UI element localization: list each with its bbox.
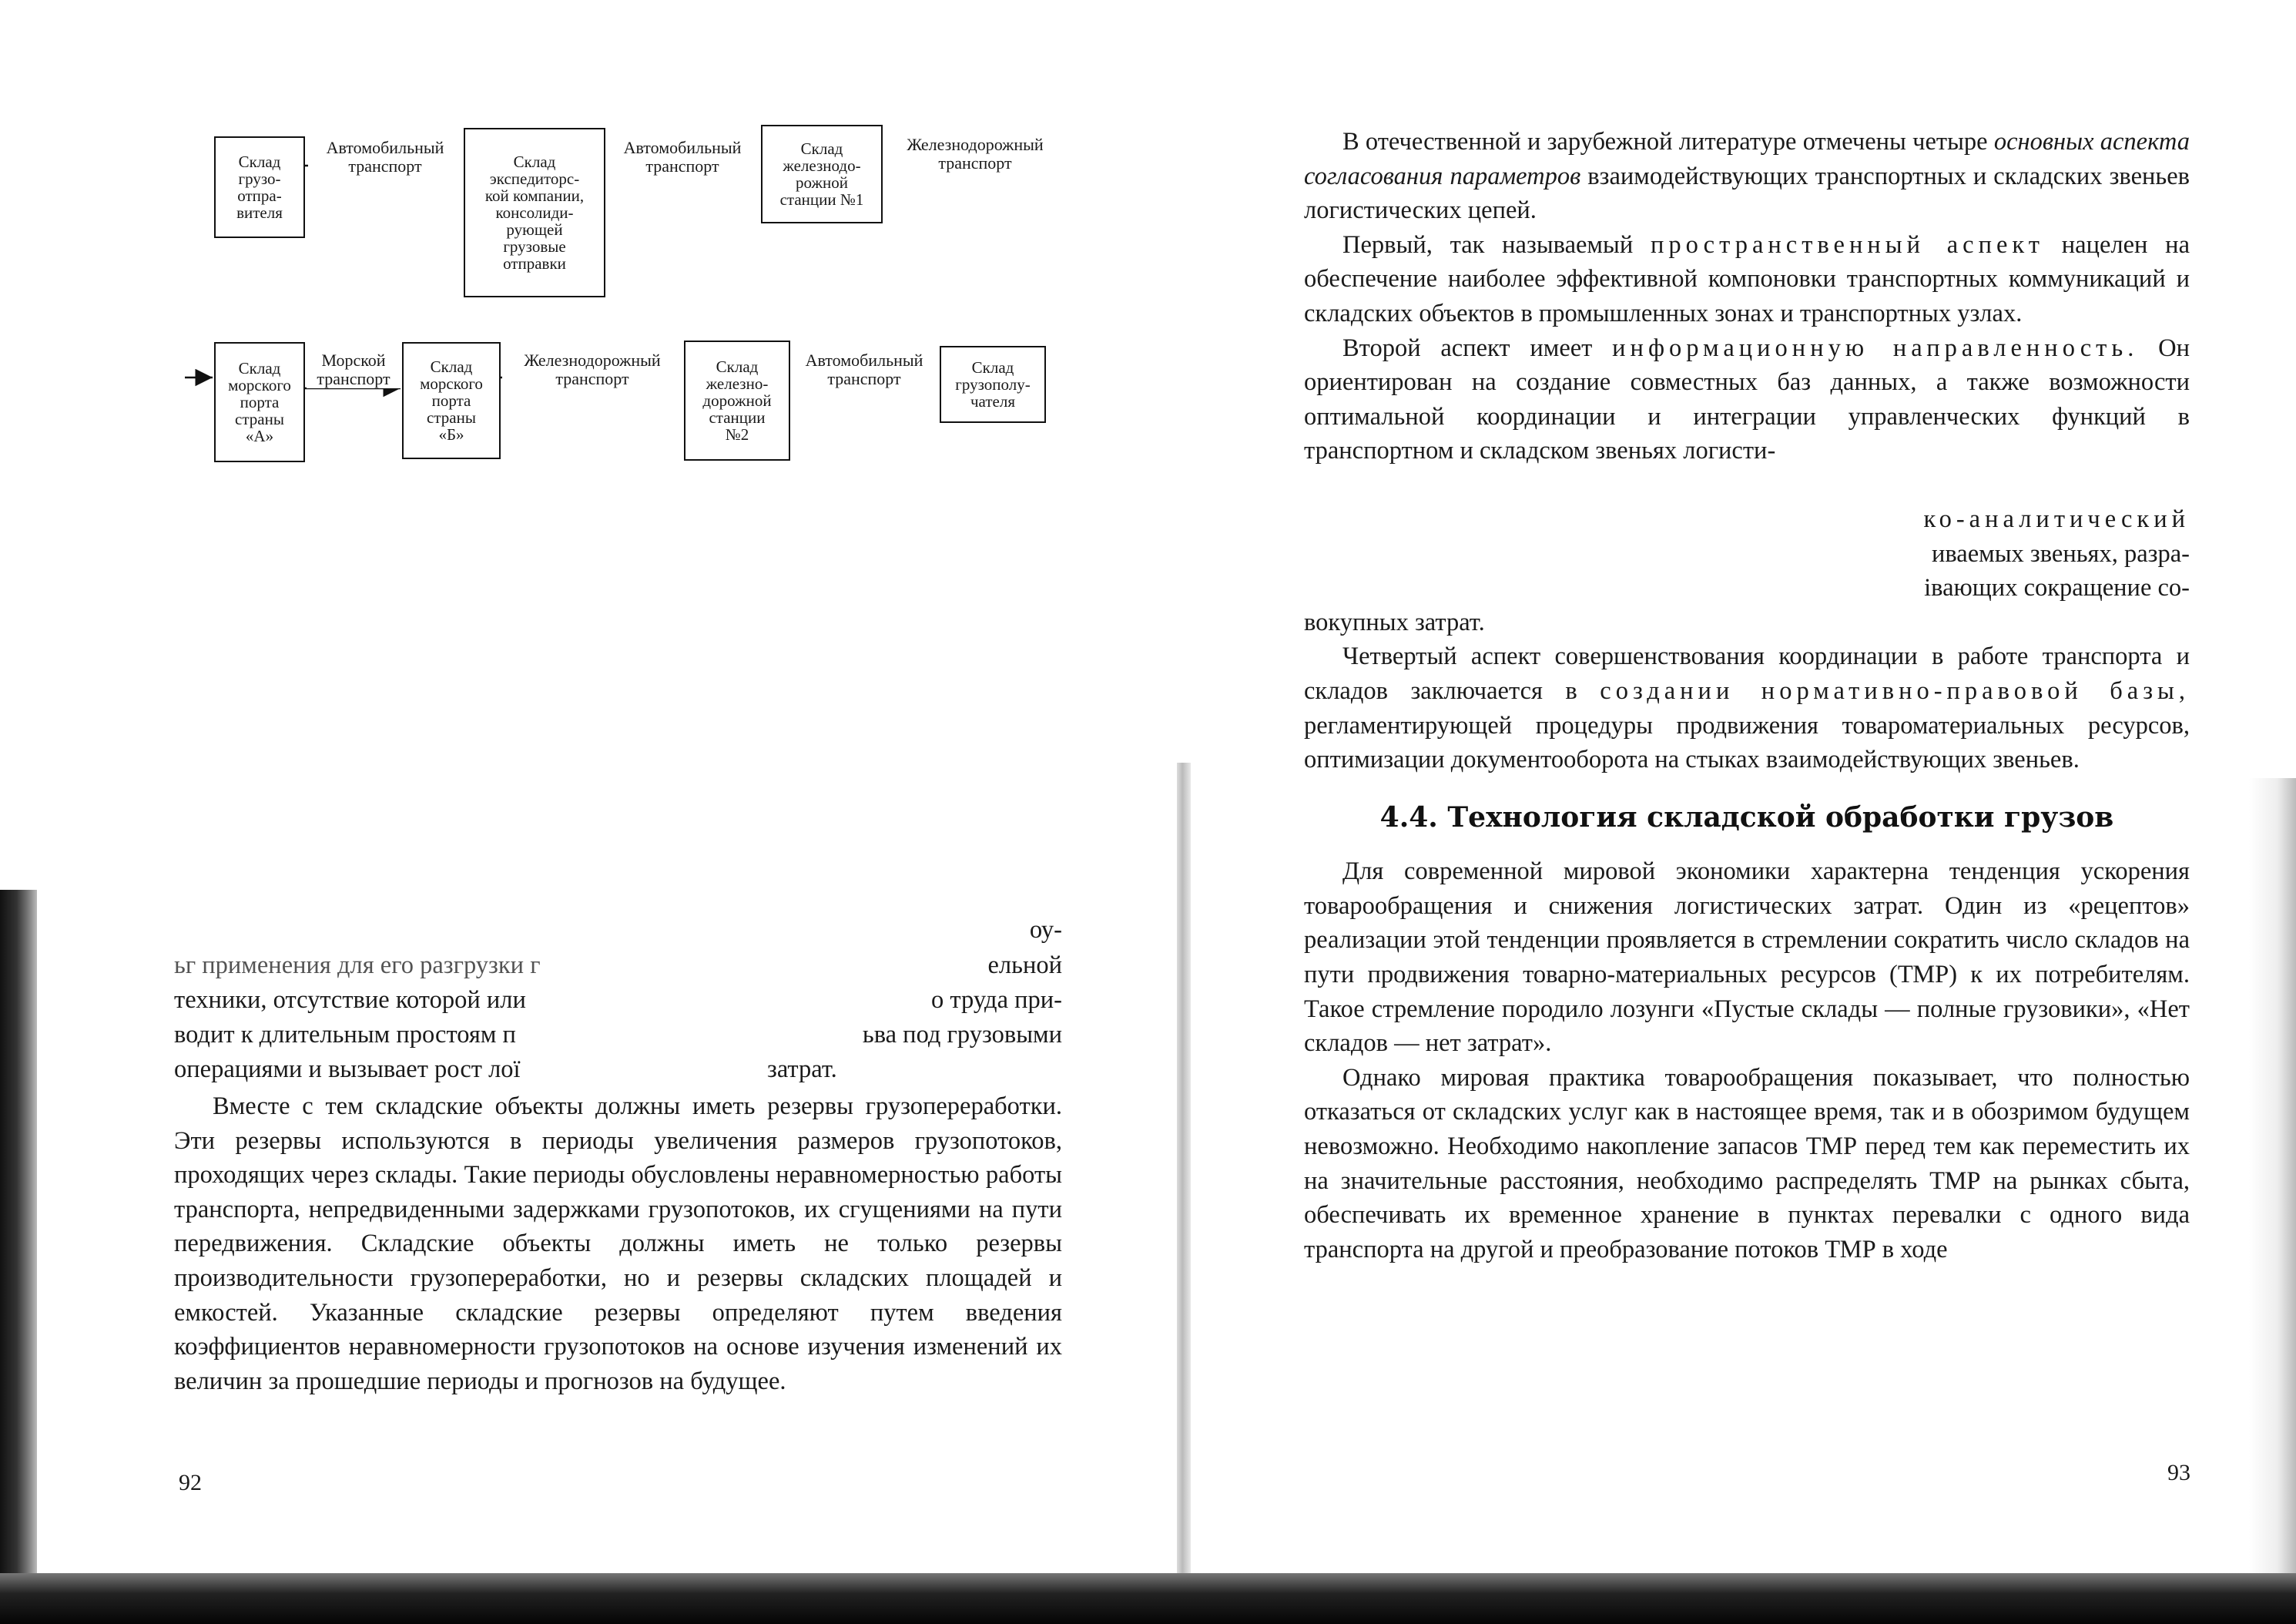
- box-shipper-warehouse: Склад грузо- отпра- вителя: [214, 136, 305, 238]
- link-label-road-2: Автомобильный транспорт: [605, 139, 759, 176]
- emphasis-text: основных аспекта согласования параметров: [1304, 128, 2190, 190]
- logistics-flow-diagram: [0, 0, 1155, 493]
- spaced-emphasis: создании нормативно-правовой базы,: [1600, 676, 2190, 705]
- fragment-line: операциями и вызывает рост лої: [174, 1055, 521, 1083]
- spaced-emphasis: пространственный аспект: [1650, 230, 2044, 259]
- scan-bottom-shadow: [0, 1573, 2296, 1624]
- fragment-line: івающих сокращение со-: [1924, 574, 2190, 602]
- paragraph-spatial-aspect: Первый, так называемый пространственный аспект нацелен на обеспечение наиболее эффективной компоновки транспортных коммуникаций и складских объектов в промышленных зонах и транспортных узлах.: [1304, 230, 2190, 327]
- fragment-line: водит к длительным простоям п: [174, 1021, 516, 1049]
- right-page-body: [1304, 125, 2190, 1267]
- box-seaport-b-warehouse: Склад морского порта страны «Б»: [402, 342, 501, 459]
- paragraph-information-aspect: Второй аспект имеет информационную направленность. Он ориентирован на создание совместных баз данных, а также возможности оптимальной координации и интеграции управленческих функций в транспортном и складском звеньях логисти-: [1304, 334, 2190, 465]
- page-number-left: 92: [179, 1470, 202, 1495]
- paragraph-four-aspects: В отечественной и зарубежной литературе отмечены четыре основных аспекта согласования параметров взаимодействующих транспортных и складских звеньев логистических цепей.: [1304, 128, 2190, 225]
- fragment-line: ьва под грузовыми: [862, 1021, 1062, 1049]
- fragment-line: ельной: [987, 951, 1062, 979]
- box-rail-station-1-warehouse: Склад железнодо- рожной станции №1: [761, 125, 883, 223]
- fragment-line: оу-: [1029, 916, 1062, 944]
- paragraph-warehouse-reserves: Вместе с тем складские объекты должны иметь резервы грузопереработки. Эти резервы используются в периоды увеличения размеров грузопотоков, проходящих через склады. Такие периоды обусловлены неравномерностью работы транспорта, непредвиденными задержками грузопотоков, их сгущениями на пути передвижения. Складские объекты должны иметь не только резервы производительности грузопереработки, но и резервы складских площадей и емкостей. Указанные складские резервы определяют путем введения коэффициентов неравномерности грузопотоков на основе изучения изменений их величин за прошедшие периоды и прогнозов на будущее.: [174, 1092, 1062, 1395]
- box-forwarder-warehouse: Склад экспедиторс- кой компании, консолиди- рующей грузовые отправки: [464, 128, 605, 297]
- paragraph-regulatory-aspect: Четвертый аспект совершенствования координации в работе транспорта и складов заключается в создании нормативно-правовой базы, регламентирующей процедуры продвижения товароматериальных ресурсов, оптимизации документооборота на стыках взаимодействующих звеньев.: [1304, 643, 2190, 774]
- paragraph-modern-economy: Для современной мировой экономики характерна тенденция ускорения товарообращения и снижения логистических затрат. Один из «рецептов» реализации этой тенденции проявляется в стремлении сократить число складов на пути продвижения товарно-материальных ресурсов (ТМР) к их потребителям. Такое стремление породило лозунги «Пустые склады — полные грузовики», «Нет складов — нет затрат».: [1304, 857, 2190, 1058]
- fragment-line: затрат.: [767, 1055, 837, 1083]
- fragment-line: техники, отсутствие которой или: [174, 986, 526, 1014]
- link-label-road-3: Автомобильный транспорт: [790, 351, 938, 388]
- box-seaport-a-warehouse: Склад морского порта страны «А»: [214, 342, 305, 462]
- section-heading: 4.4. Технология складской обработки грузов: [1379, 800, 2114, 834]
- link-label-rail-1: Железнодорожный транспорт: [883, 136, 1068, 173]
- spaced-emphasis: информационную направленность.: [1612, 334, 2139, 362]
- book-spine: [1177, 763, 1191, 1610]
- link-label-road-1: Автомобильный транспорт: [308, 139, 462, 176]
- fragment-line: ьг применения для его разгрузки г: [174, 951, 541, 979]
- paragraph-world-practice: Однако мировая практика товарообращения показывает, что полностью отказаться от складских услуг как в настоящее время, так и в обозримом будущем невозможно. Необходимо накопление запасов ТМР перед тем как переместить их на значительные расстояния, необходимо распределять ТМР на рынках сбыта, обеспечивать их временное хранение в пунктах перевалки с одного вида транспорта на другой и преобразование потоков ТМР в ходе: [1304, 1063, 2190, 1263]
- fragment-line: о труда при-: [931, 986, 1062, 1014]
- page-edge-right: [2249, 778, 2296, 1579]
- box-rail-station-2-warehouse: Склад железно- дорожной станции №2: [684, 341, 790, 461]
- torn-gap: [1304, 468, 2190, 502]
- page-number-right: 93: [2167, 1460, 2190, 1485]
- left-page-body: [174, 1089, 1062, 1398]
- box-consignee-warehouse: Склад грузополу- чателя: [940, 346, 1046, 423]
- link-label-sea: Морской транспорт: [307, 351, 401, 388]
- fragment-continuation: вокупных затрат.: [1304, 608, 1485, 636]
- fragment-line: ко-аналитический: [1923, 505, 2190, 533]
- page-edge-left: [0, 890, 37, 1624]
- left-page-torn-fragment: [174, 913, 1062, 1102]
- fragment-line: иваемых звеньях, разра-: [1931, 539, 2190, 568]
- link-label-rail-2: Железнодорожный транспорт: [502, 351, 682, 388]
